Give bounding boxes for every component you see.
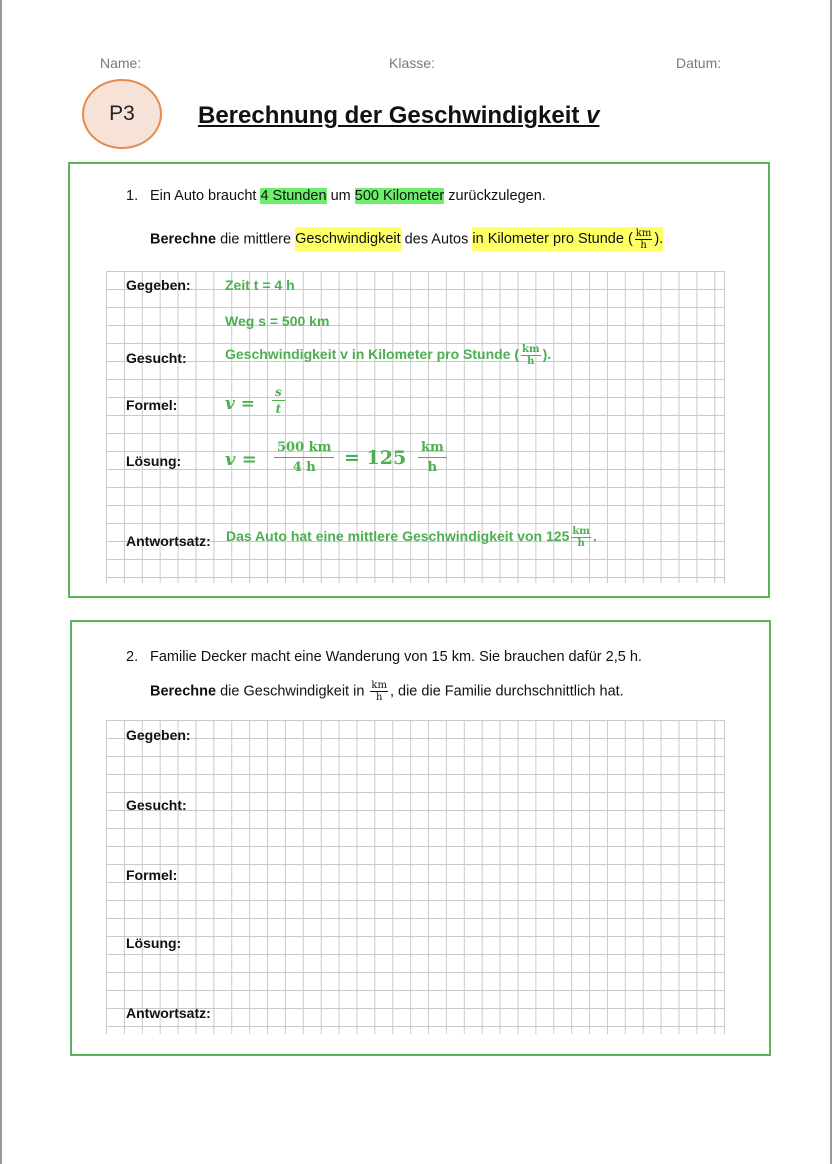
task2-unit-fraction [370,680,388,703]
task1-line2-end: ). [654,231,664,248]
task2-grid[interactable] [106,720,725,1034]
task1-answer-unit-den: h [577,538,585,549]
task1-number: 1. [126,188,139,204]
task1-solution-result: = 125 [344,447,407,469]
task1-label-solution: Lösung: [126,453,182,469]
task1-solution-fraction [274,438,334,477]
task1-line1-a: Ein Auto braucht [150,188,261,204]
task1-label-given: Gegeben: [126,277,191,293]
task2-label-given: Gegeben: [126,727,191,743]
page-title-var: v [586,102,600,129]
task1-solution-den: 4 h [292,460,316,475]
task1-label-answer: Antwortsatz: [126,533,211,549]
task1-answer-end: . [592,528,597,545]
task1-given-distance: Weg s = 500 km [225,313,330,329]
task1-solution-unit-num: km [418,438,447,458]
task2-line2-bold: Berechne [150,683,217,700]
task1-solution-lhs: v = [225,449,257,470]
task1-label-sought: Gesucht: [126,350,187,366]
task1-sought-unit-den: h [527,356,535,367]
task2-line1: Familie Decker macht eine Wanderung von 15 km. Sie brauchen dafür 2,5 h. [150,649,642,665]
date-label: Datum: [676,55,722,71]
task1-formula-den: t [275,402,282,416]
task1-unit-den: h [640,240,647,251]
task1-highlight-time: 4 Stunden [260,188,327,204]
task1-line1 [150,188,546,204]
task1-highlight-speed: Geschwindigkeit [295,227,401,251]
task2-line2-a: die Geschwindigkeit in [216,683,369,700]
task2-label-formula: Formel: [126,867,178,883]
task1-sought-text: Geschwindigkeit v in Kilometer pro Stunde ( [225,346,520,363]
task1-answer [226,526,597,549]
level-badge [82,79,162,149]
task2-number: 2. [126,649,139,665]
page-edge-left [0,0,2,1164]
task1-highlight-unit [472,227,663,251]
page-title [198,102,599,130]
task2-label-solution: Lösung: [126,935,182,951]
task1-line2-bold: Berechne [150,231,217,248]
page-title-text: Berechnung der Geschwindigkeit [198,102,587,129]
task1-sought-end: ). [542,346,552,363]
task1-line1-c: zurückzulegen. [444,188,546,204]
task1-solution-unit [418,438,447,477]
task1-answer-unit-num: km [572,526,590,537]
task1-highlight-distance: 500 Kilometer [354,188,445,204]
task1-given-time: Zeit t = 4 h [225,277,295,293]
task1-formula-lhs: v = [225,394,256,414]
name-label: Name: [100,55,142,71]
task1-answer-unit [571,526,591,549]
task1-formula-num: s [272,384,285,401]
task2-line2 [150,680,624,703]
task1-unit-fraction [635,228,653,251]
task2-label-answer: Antwortsatz: [126,1005,211,1021]
task1-solution-unit-den: h [427,460,438,475]
level-badge-text: P3 [109,102,135,125]
task1-line2-unit-text: in Kilometer pro Stunde ( [472,231,633,248]
class-label: Klasse: [389,55,435,71]
task1-sought [225,344,551,367]
task1-label-formula: Formel: [126,397,178,413]
task2-label-sought: Gesucht: [126,797,187,813]
task1-answer-text: Das Auto hat eine mittlere Geschwindigkeit von 125 [226,528,570,545]
task1-line1-b: um [326,188,355,204]
task1-line2-a: die mittlere [216,231,296,248]
task1-line2-b: des Autos [400,231,473,248]
task1-sought-unit-num: km [522,344,540,355]
task2-unit-den: h [375,692,383,703]
task1-solution-num: 500 km [274,438,334,458]
task1-unit-num: km [635,228,652,239]
task1-line2 [150,228,663,251]
task1-formula-fraction [272,384,285,417]
task2-unit-num: km [371,680,387,691]
task1-sought-unit [521,344,541,367]
task2-line2-b: , die die Familie durchschnittlich hat. [389,683,624,700]
